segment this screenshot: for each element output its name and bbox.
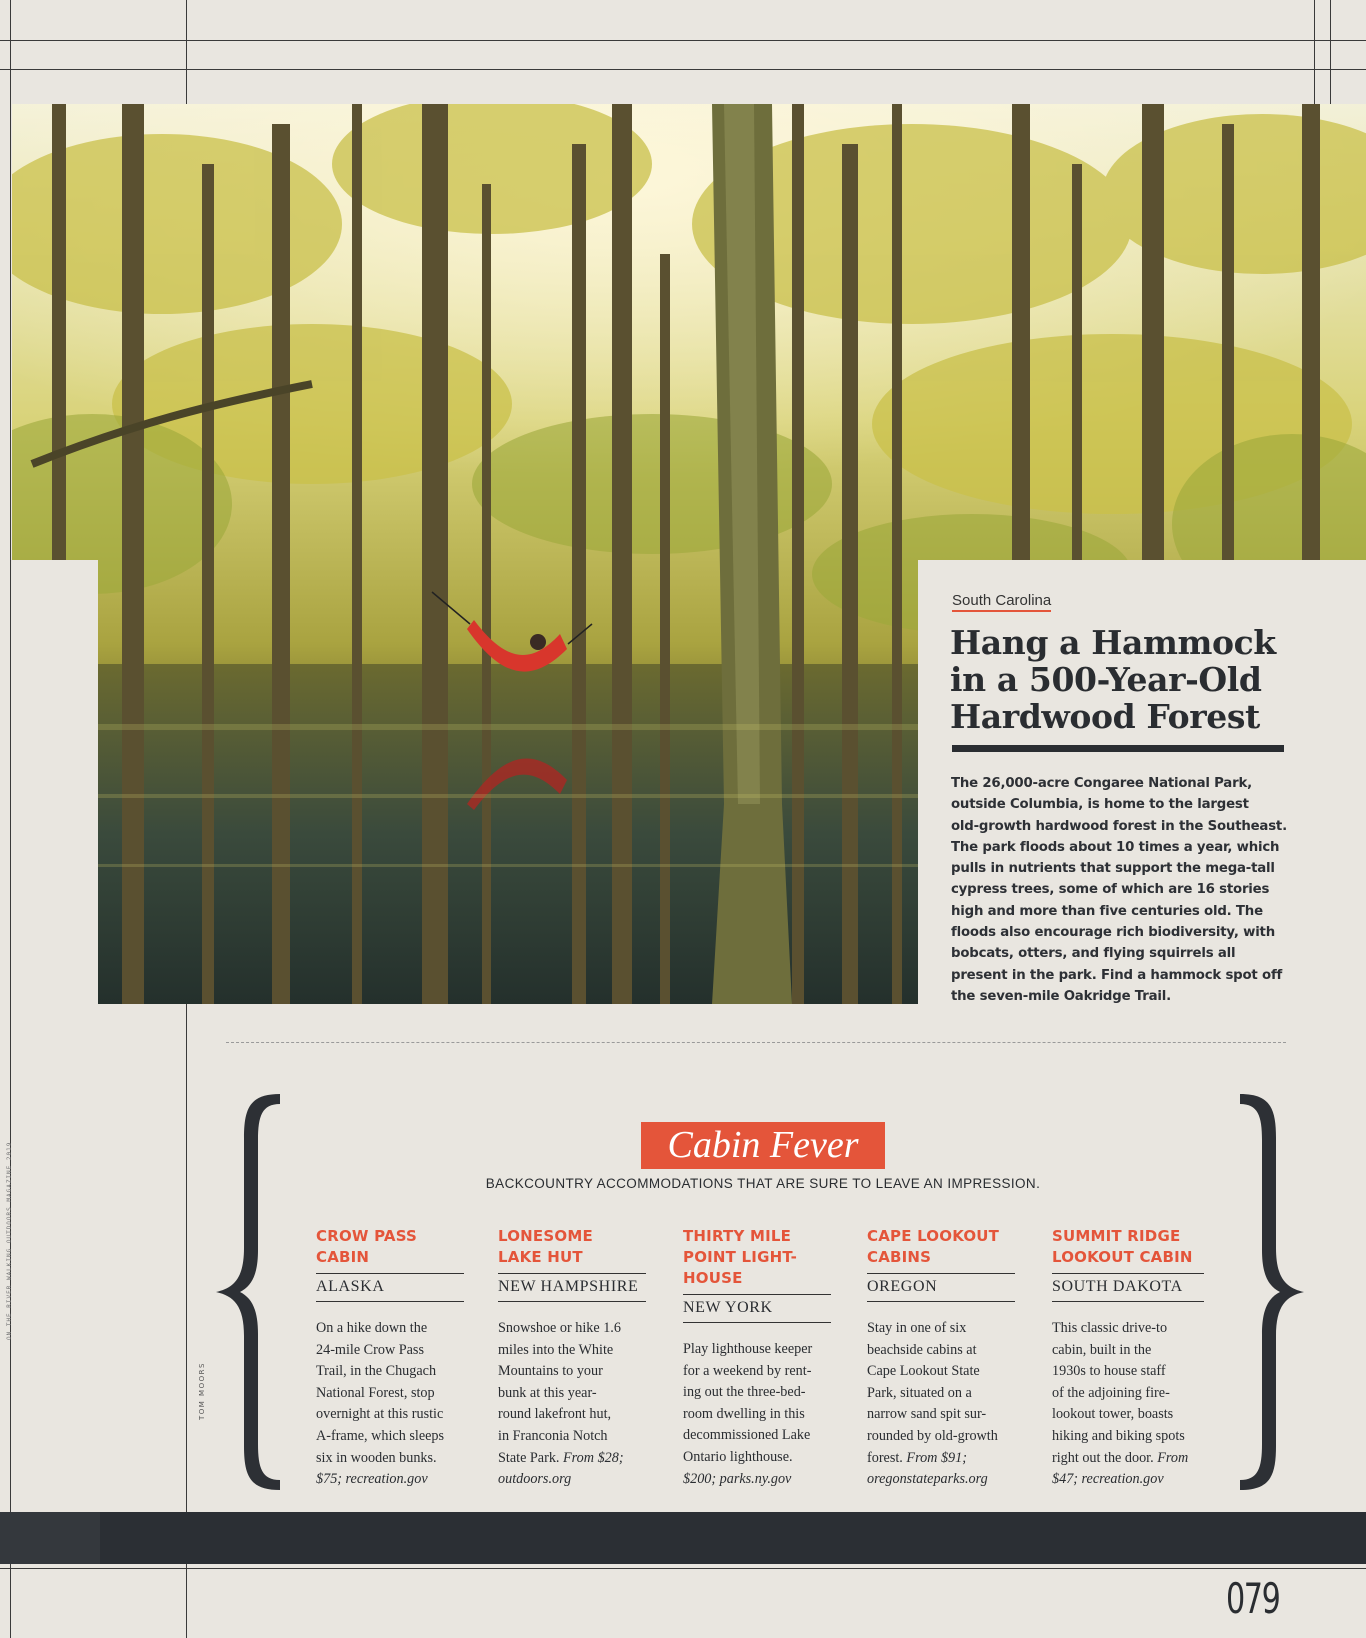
body-line: present in the park. Find a hammock spot off [951,967,1283,983]
cabin-body-line: Park, situated on a [867,1384,972,1401]
cabin-column [316,1226,464,1491]
footer-bar [0,1512,1366,1564]
right-brace-icon [1234,1088,1310,1496]
cabin-body-line: beachside cabins at [867,1341,977,1358]
feature-headline [950,624,1340,735]
cabin-body-line: decommissioned Lake [683,1427,811,1444]
cabin-price: outdoors.org [498,1471,572,1488]
cabin-body-line: Mountains to your [498,1363,603,1380]
cabin-body [316,1318,464,1491]
cabin-title [316,1226,464,1268]
cabin-body-line: ing out the three-bed- [683,1384,806,1401]
cabin-body-line: six in wooden bunks. [316,1449,437,1466]
cabin-body-fragment: forest. [867,1449,903,1466]
left-rule-1 [10,0,11,1638]
body-line: the seven-mile Oakridge Trail. [951,988,1171,1004]
body-line: The 26,000-acre Congaree National Park, [951,776,1252,791]
cabin-title-line: CROW PASS [316,1227,418,1245]
cabin-body-line: cabin, built in the [1052,1341,1152,1358]
cabin-title [1052,1226,1204,1268]
cabin-price: $75; recreation.gov [316,1471,428,1488]
cabin-body-line: round lakefront hut, [498,1406,612,1423]
cabin-body-line [1052,1448,1204,1470]
body-line: outside Columbia, is home to the largest [951,797,1249,813]
cabin-body [867,1318,1015,1491]
cabin-body-line: bunk at this year- [498,1384,597,1401]
cabin-body-line: lookout tower, boasts [1052,1406,1174,1423]
cabin-price: From [1157,1449,1189,1466]
cabin-column [1052,1226,1204,1491]
photo-left-notch [12,560,98,1004]
top-rule-1 [0,40,1366,41]
body-line: old-growth hardwood forest in the Southeast. [951,818,1287,834]
region-label: South Carolina [952,593,1051,612]
cabin-price: From $91; [906,1449,967,1466]
cabin-body-line: for a weekend by rent- [683,1362,812,1379]
headline-underline [952,745,1284,752]
cabin-body-line: narrow sand spit sur- [867,1406,987,1423]
side-credit: ON THE RIVER WALKING OUTDOORS MAGAZINE 2019 [6,1141,13,1340]
section-divider [226,1042,1286,1043]
right-rule-2 [1330,0,1331,104]
cabin-body-fragment: right out the door. [1052,1449,1154,1466]
cabin-body-line: This classic drive-to [1052,1320,1168,1336]
cabin-body-line: Snowshoe or hike 1.6 [498,1320,621,1336]
cabin-state: NEW YORK [683,1294,831,1323]
cabin-title [867,1226,1015,1268]
cabin-body [498,1318,646,1491]
body-line: cypress trees, some of which are 16 stories [951,882,1270,898]
cabin-title-line: HOUSE [683,1269,743,1287]
cabin-body-line: room dwelling in this [683,1405,805,1422]
cabin-body-line: miles into the White [498,1341,614,1358]
cabin-fever-subtitle: BACKCOUNTRY ACCOMMODATIONS THAT ARE SURE TO LEAVE AN IMPRESSION. [485,1176,1041,1191]
cabin-title-line: POINT LIGHT- [683,1248,797,1266]
feature-body [951,773,1296,1007]
cabin-price: From $28; [563,1449,624,1466]
cabin-title-line: CABINS [867,1248,932,1266]
cabin-state: ALASKA [316,1273,464,1302]
right-rule-1 [1314,0,1315,104]
cabin-title-line: CAPE LOOKOUT [867,1227,1000,1245]
footer-bar-left [0,1512,100,1564]
body-line: floods also encourage rich biodiversity, with [951,925,1275,941]
cabin-body-line: in Franconia Notch [498,1427,608,1444]
cabin-title [683,1226,831,1289]
photo-credit: TOM MOORS [198,1362,206,1420]
cabin-title-line: LOOKOUT CABIN [1052,1248,1193,1266]
cabin-column [867,1226,1015,1491]
cabin-body-line: rounded by old-growth [867,1427,998,1444]
cabin-body-line: of the adjoining fire- [1052,1384,1170,1401]
cabin-body-line: hiking and biking spots [1052,1427,1185,1444]
cabin-fever-title: Cabin Fever [641,1122,885,1169]
cabin-body-line [498,1448,646,1470]
body-line: The park floods about 10 times a year, which [951,839,1280,855]
cabin-body-line: Ontario lighthouse. [683,1448,793,1465]
left-rule-2 [186,0,187,104]
cabin-body-line: National Forest, stop [316,1384,435,1401]
body-line: bobcats, otters, and flying squirrels all [951,946,1236,962]
cabin-title-line: LAKE HUT [498,1248,583,1266]
bottom-rule [0,1568,1366,1569]
cabin-body-line: 1930s to house staff [1052,1363,1166,1380]
cabin-body-line: Play lighthouse keeper [683,1341,813,1357]
cabin-body [683,1339,831,1490]
cabin-body-line: Stay in one of six [867,1320,967,1336]
body-line: high and more than five centuries old. The [951,903,1263,919]
cabin-price: oregonstateparks.org [867,1471,988,1488]
cabin-body-line: Trail, in the Chugach [316,1363,437,1380]
cabin-state: OREGON [867,1273,1015,1302]
cabin-column [683,1226,831,1490]
cabin-price: $200; parks.ny.gov [683,1470,792,1487]
cabin-body-line: 24-mile Crow Pass [316,1341,424,1358]
cabin-title-line: THIRTY MILE [683,1227,792,1245]
cabin-price: $47; recreation.gov [1052,1471,1164,1488]
top-rule-2 [0,69,1366,70]
cabin-title-line: SUMMIT RIDGE [1052,1227,1181,1245]
cabin-body-line: A-frame, which sleeps [316,1427,445,1444]
cabin-title-line: CABIN [316,1248,370,1266]
cabin-body-line: overnight at this rustic [316,1406,444,1423]
cabin-title-line: LONESOME [498,1227,593,1245]
page-number: 079 [1226,1574,1280,1623]
cabin-body-line [867,1448,1015,1470]
headline-line: in a 500-Year-Old [950,660,1262,699]
cabin-body-fragment: State Park. [498,1449,560,1466]
cabin-body [1052,1318,1204,1491]
headline-line: Hang a Hammock [950,623,1276,662]
cabin-body-line: On a hike down the [316,1320,428,1336]
headline-line: Hardwood Forest [950,697,1260,736]
body-line: pulls in nutrients that support the mega-tall [951,861,1275,877]
left-brace-icon [210,1088,286,1496]
cabin-state: NEW HAMPSHIRE [498,1273,646,1302]
cabin-title [498,1226,646,1268]
cabin-column [498,1226,646,1491]
cabin-state: SOUTH DAKOTA [1052,1273,1204,1302]
cabin-body-line: Cape Lookout State [867,1363,980,1380]
